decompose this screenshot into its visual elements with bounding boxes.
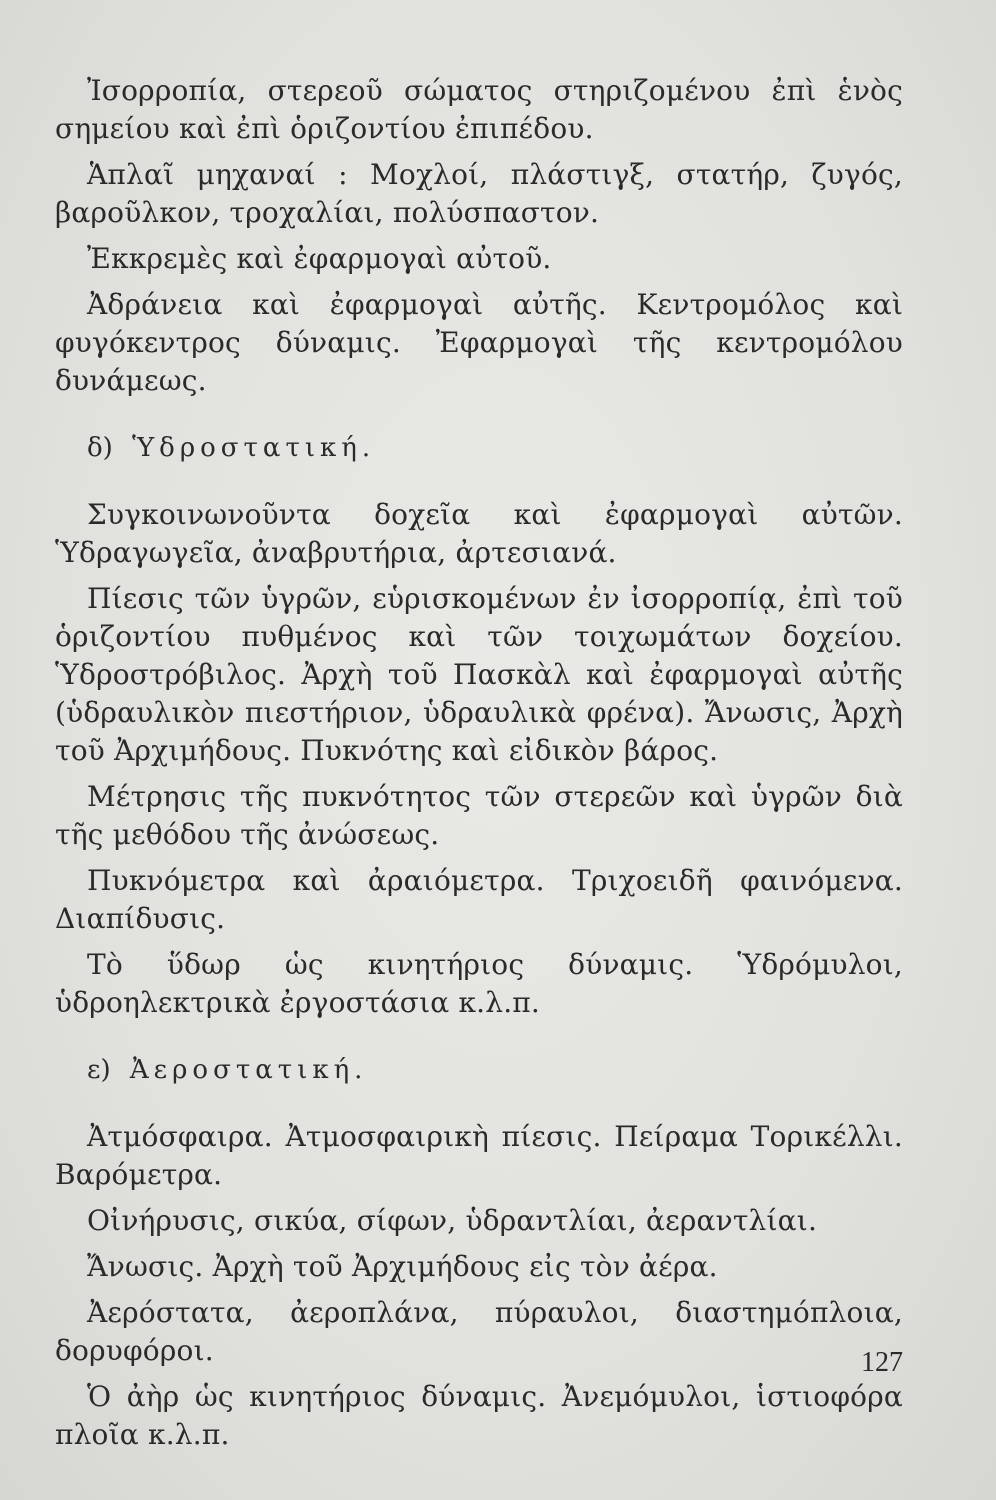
paragraph-wind-power: Ὁ ἀὴρ ὡς κινητήριος δύναμις. Ἀνεμόμυλοι, ἱστιοφόρα πλοῖα κ.λ.π. [55,1380,903,1451]
paragraph-fluid-pressure: Πίεσις τῶν ὑγρῶν, εὑρισκομένων ἐν ἰσορροπίᾳ, ἐπὶ τοῦ ὁριζοντίου πυθμένος καὶ τῶν τοιχωμάτων δοχείου. Ὑδροστρόβιλος. Ἀρχὴ τοῦ Πασκὰλ καὶ ἐφαρμογαὶ αὐτῆς (ὑδραυλικὸν πιεστήριον, ὑδραυλικὰ φρένα). Ἄνωσις, Ἀρχὴ τοῦ Ἀρχιμήδους. Πυκνότης καὶ εἰδικὸν βάρος. [55,582,903,767]
section-title: Ἀεροστατική. [129,1055,368,1085]
section-label: δ) [87,433,113,463]
page-body [55,72,903,1454]
paragraph-inertia: Ἀδράνεια καὶ ἐφαρμογαὶ αὐτῆς. Κεντρομόλος καὶ φυγόκεντρος δύναμις. Ἐφαρμογαὶ τῆς κεντρομόλου δυνάμεως. [55,288,903,397]
page-number: 127 [861,1347,903,1378]
section-heading-hydrostatics [55,430,903,466]
paragraph-atmosphere: Ἀτμόσφαιρα. Ἀτμοσφαιρικὴ πίεσις. Πείραμα Τορικέλλι. Βαρόμετρα. [55,1120,903,1191]
paragraph-hydrometers: Πυκνόμετρα καὶ ἀραιόμετρα. Τριχοειδῆ φαινόμενα. Διαπίδυσις. [55,864,903,935]
paragraph-communicating-vessels: Συγκοινωνοῦντα δοχεῖα καὶ ἐφαρμογαὶ αὐτῶν. Ὑδραγωγεῖα, ἀναβρυτήρια, ἀρτεσιανά. [55,498,903,569]
section-label: ε) [87,1055,111,1085]
paragraph-simple-machines: Ἁπλαῖ μηχαναί : Μοχλοί, πλάστιγξ, στατήρ, ζυγός, βαροῦλκον, τροχαλίαι, πολύσπαστον. [55,158,903,229]
paragraph-buoyancy-air: Ἄνωσις. Ἀρχὴ τοῦ Ἀρχιμήδους εἰς τὸν ἀέρα. [87,1250,718,1283]
paragraph-pendulum: Ἐκκρεμὲς καὶ ἐφαρμογαὶ αὐτοῦ. [87,242,552,275]
section-heading-aerostatics [55,1052,903,1088]
paragraph-equilibrium: Ἰσορροπία, στερεοῦ σώματος στηριζομένου ἐπὶ ἑνὸς σημείου καὶ ἐπὶ ὁριζοντίου ἐπιπέδου. [55,74,903,145]
paragraph-water-power: Τὸ ὕδωρ ὡς κινητήριος δύναμις. Ὑδρόμυλοι, ὑδροηλεκτρικὰ ἐργοστάσια κ.λ.π. [55,948,903,1019]
paragraph-pumps: Οἰνήρυσις, σικύα, σίφων, ὑδραντλίαι, ἀεραντλίαι. [87,1204,818,1237]
paragraph-density-measurement: Μέτρησις τῆς πυκνότητος τῶν στερεῶν καὶ ὑγρῶν διὰ τῆς μεθόδου τῆς ἀνώσεως. [55,780,903,851]
section-title: Ὑδροστατική. [132,433,376,463]
paragraph-aircraft: Ἀερόστατα, ἀεροπλάνα, πύραυλοι, διαστημόπλοια, δορυφόροι. [55,1296,903,1367]
